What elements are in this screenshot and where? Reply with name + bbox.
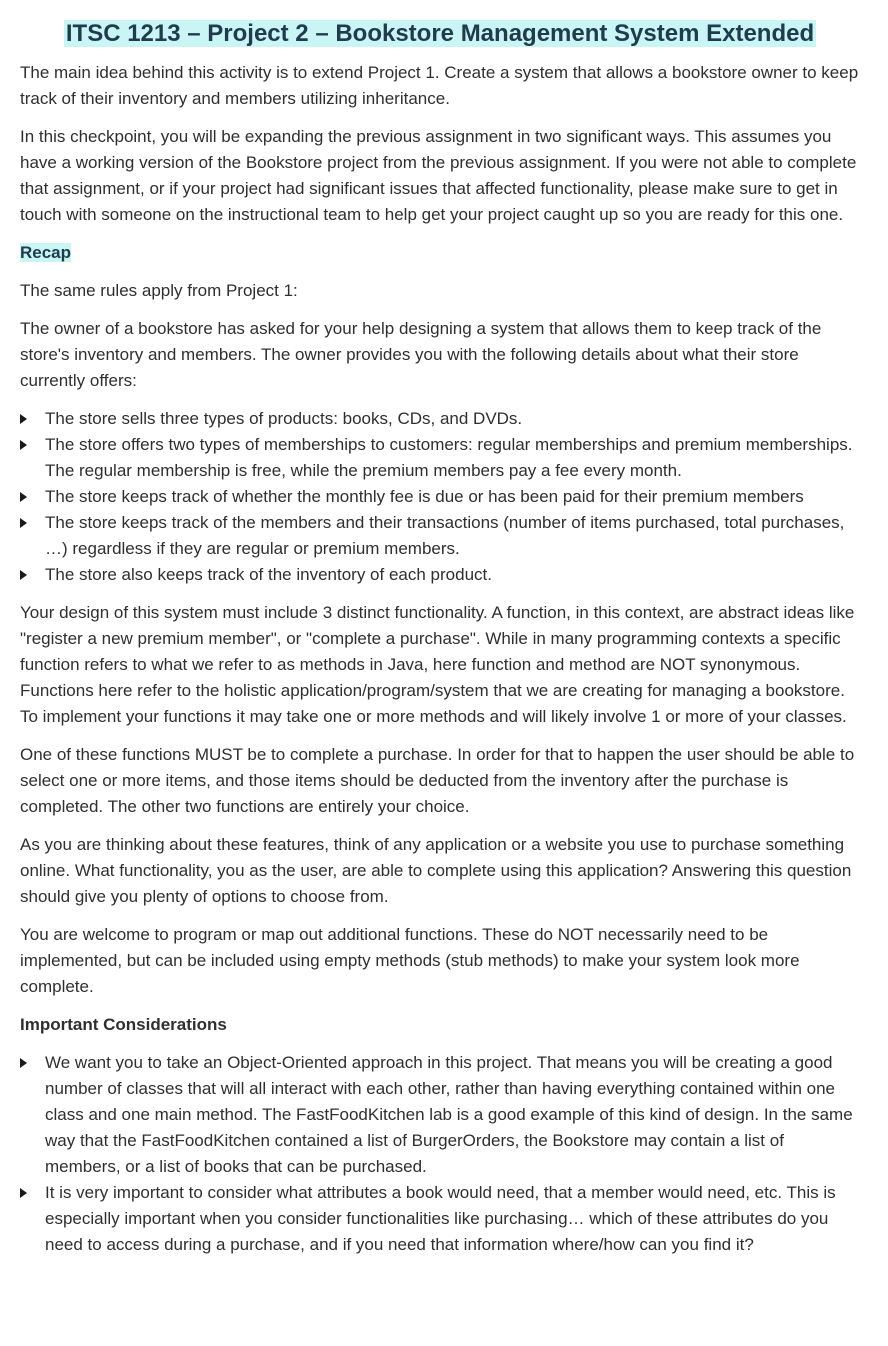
list-item: The store offers two types of memberships to customers: regular memberships and premium memberships. The regular membership is free, while the premium members pay a fee every month.: [20, 432, 860, 484]
list-item: We want you to take an Object-Oriented approach in this project. That means you will be creating a good number of classes that will all interact with each other, rather than having everything contained within one class and one main method. The FastFoodKitchen lab is a good example of this kind of design. In the same way that the FastFoodKitchen contained a list of BurgerOrders, the Bookstore may contain a list of members, or a list of books that can be purchased.: [20, 1050, 860, 1180]
bullet-arrow-icon: [20, 1188, 27, 1198]
body-paragraph: You are welcome to program or map out additional functions. These do NOT necessarily need to be implemented, but can be included using empty methods (stub methods) to make your system look more complete.: [20, 925, 800, 996]
list-item: The store also keeps track of the inventory of each product.: [20, 562, 860, 588]
list-item: The store keeps track of the members and their transactions (number of items purchased, total purchases, …) regardless if they are regular or premium members.: [20, 510, 860, 562]
bullet-arrow-icon: [20, 440, 27, 450]
body-paragraph: One of these functions MUST be to complete a purchase. In order for that to happen the user should be able to select one or more items, and those items should be deducted from the inventory after the purchase is completed. The other two functions are entirely your choice.: [20, 745, 855, 816]
list-item: The store sells three types of products: books, CDs, and DVDs.: [20, 406, 860, 432]
considerations-heading: Important Considerations: [20, 1015, 227, 1034]
bullet-arrow-icon: [20, 492, 27, 502]
document-title: ITSC 1213 – Project 2 – Bookstore Management System Extended: [65, 20, 815, 47]
recap-paragraph: The same rules apply from Project 1:: [20, 281, 298, 300]
bullet-arrow-icon: [20, 570, 27, 580]
bullet-arrow-icon: [20, 1058, 27, 1068]
recap-bullet-list: [20, 406, 860, 588]
bullet-arrow-icon: [20, 518, 27, 528]
body-paragraph: As you are thinking about these features, think of any application or a website you use to purchase something online. What functionality, you as the user, are able to complete using this application? Answering this question should give you plenty of options to choose from.: [20, 835, 852, 906]
list-item: It is very important to consider what attributes a book would need, that a member would need, etc. This is especially important when you consider functionalities like purchasing… which of these attributes do you need to access during a purchase, and if you need that information where/how can you find it?: [20, 1180, 860, 1258]
recap-heading: Recap: [20, 243, 72, 262]
body-paragraph: Your design of this system must include 3 distinct functionality. A function, in this context, are abstract ideas like "register a new premium member", or "complete a purchase". While in many programming contexts a specific function refers to what we refer to as methods in Java, here function and method are NOT synonymous. Functions here refer to the holistic application/program/system that we are creating for managing a bookstore. To implement your functions it may take one or more methods and will likely involve 1 or more of your classes.: [20, 603, 855, 726]
considerations-bullet-list: [20, 1050, 860, 1258]
recap-paragraph: The owner of a bookstore has asked for your help designing a system that allows them to keep track of the store's inventory and members. The owner provides you with the following details about what their store currently offers:: [20, 319, 822, 390]
intro-paragraph: The main idea behind this activity is to extend Project 1. Create a system that allows a bookstore owner to keep track of their inventory and members utilizing inheritance.: [20, 63, 859, 108]
intro-paragraph: In this checkpoint, you will be expanding the previous assignment in two significant ways. This assumes you have a working version of the Bookstore project from the previous assignment. If you were not able to complete that assignment, or if your project had significant issues that affected functionality, please make sure to get in touch with someone on the instructional team to help get your project caught up so you are ready for this one.: [20, 127, 857, 224]
bullet-arrow-icon: [20, 414, 27, 424]
list-item: The store keeps track of whether the monthly fee is due or has been paid for their premium members: [20, 484, 860, 510]
